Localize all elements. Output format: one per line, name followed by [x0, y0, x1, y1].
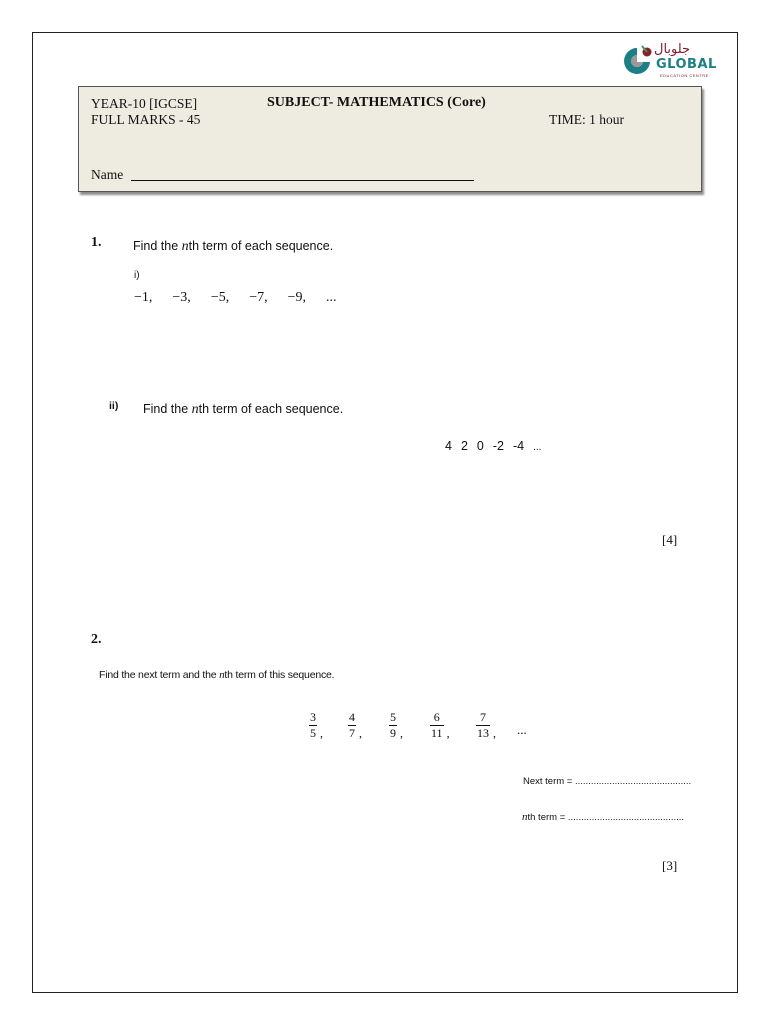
question-2-marks: [3]	[662, 858, 678, 873]
sequence-i	[134, 288, 357, 306]
exam-header	[78, 86, 702, 192]
fraction-term: 3 5 ,	[310, 710, 323, 740]
time-label: TIME: 1 hour	[549, 112, 624, 127]
logo-arabic-text: جلوبال	[654, 42, 691, 57]
fraction-term: 7 13 ,	[477, 710, 496, 740]
sequence-term: 2	[460, 439, 468, 453]
next-term-answer[interactable]: Next term = ............................................	[523, 776, 692, 787]
logo-wordmark: GLOBAL	[656, 57, 717, 72]
fraction-term: 6 11 ,	[431, 710, 450, 740]
sequence-term: −9,	[287, 290, 307, 305]
nth-term-answer[interactable]: nth term = ............................................	[522, 811, 685, 823]
sequence-term: −7,	[249, 290, 268, 305]
sequence-term: ...	[326, 290, 337, 305]
question-1-marks: [4]	[662, 532, 678, 547]
sequence-term: -2	[492, 439, 504, 453]
sequence-ellipsis: ...	[517, 722, 527, 737]
part-ii-label: ii)	[109, 400, 119, 412]
sequence-term: -4	[512, 439, 525, 453]
fraction-term: 4 7 ,	[349, 710, 362, 740]
logo-tagline: EDUCATION CENTRE	[660, 73, 709, 78]
sequence-term: 4	[445, 439, 452, 453]
name-label: Name	[91, 167, 124, 182]
global-logo	[620, 42, 728, 82]
question-1-number: 1.	[91, 235, 102, 250]
fraction-term: 5 9 ,	[390, 710, 403, 740]
sequence-term: 0	[476, 439, 484, 453]
sequence-term: ...	[533, 442, 542, 453]
full-marks-label: FULL MARKS - 45	[91, 112, 201, 127]
logo-emblem-icon	[620, 42, 654, 80]
question-2-prompt: Find the next term and the nth term of this sequence.	[99, 669, 335, 681]
part-i-label: i)	[134, 270, 140, 281]
sequence-term: −5,	[210, 290, 230, 305]
sequence-ii	[445, 437, 550, 455]
sequence-term: −1,	[134, 290, 153, 305]
question-1-prompt: Find the nth term of each sequence.	[133, 239, 334, 254]
sequence-term: −3,	[172, 290, 191, 305]
year-label: YEAR-10 [IGCSE]	[91, 96, 198, 111]
name-field[interactable]	[131, 180, 474, 181]
question-2-number: 2.	[91, 632, 102, 647]
part-ii-prompt: Find the nth term of each sequence.	[143, 402, 344, 417]
subject-title: SUBJECT- MATHEMATICS (Core)	[267, 95, 486, 110]
